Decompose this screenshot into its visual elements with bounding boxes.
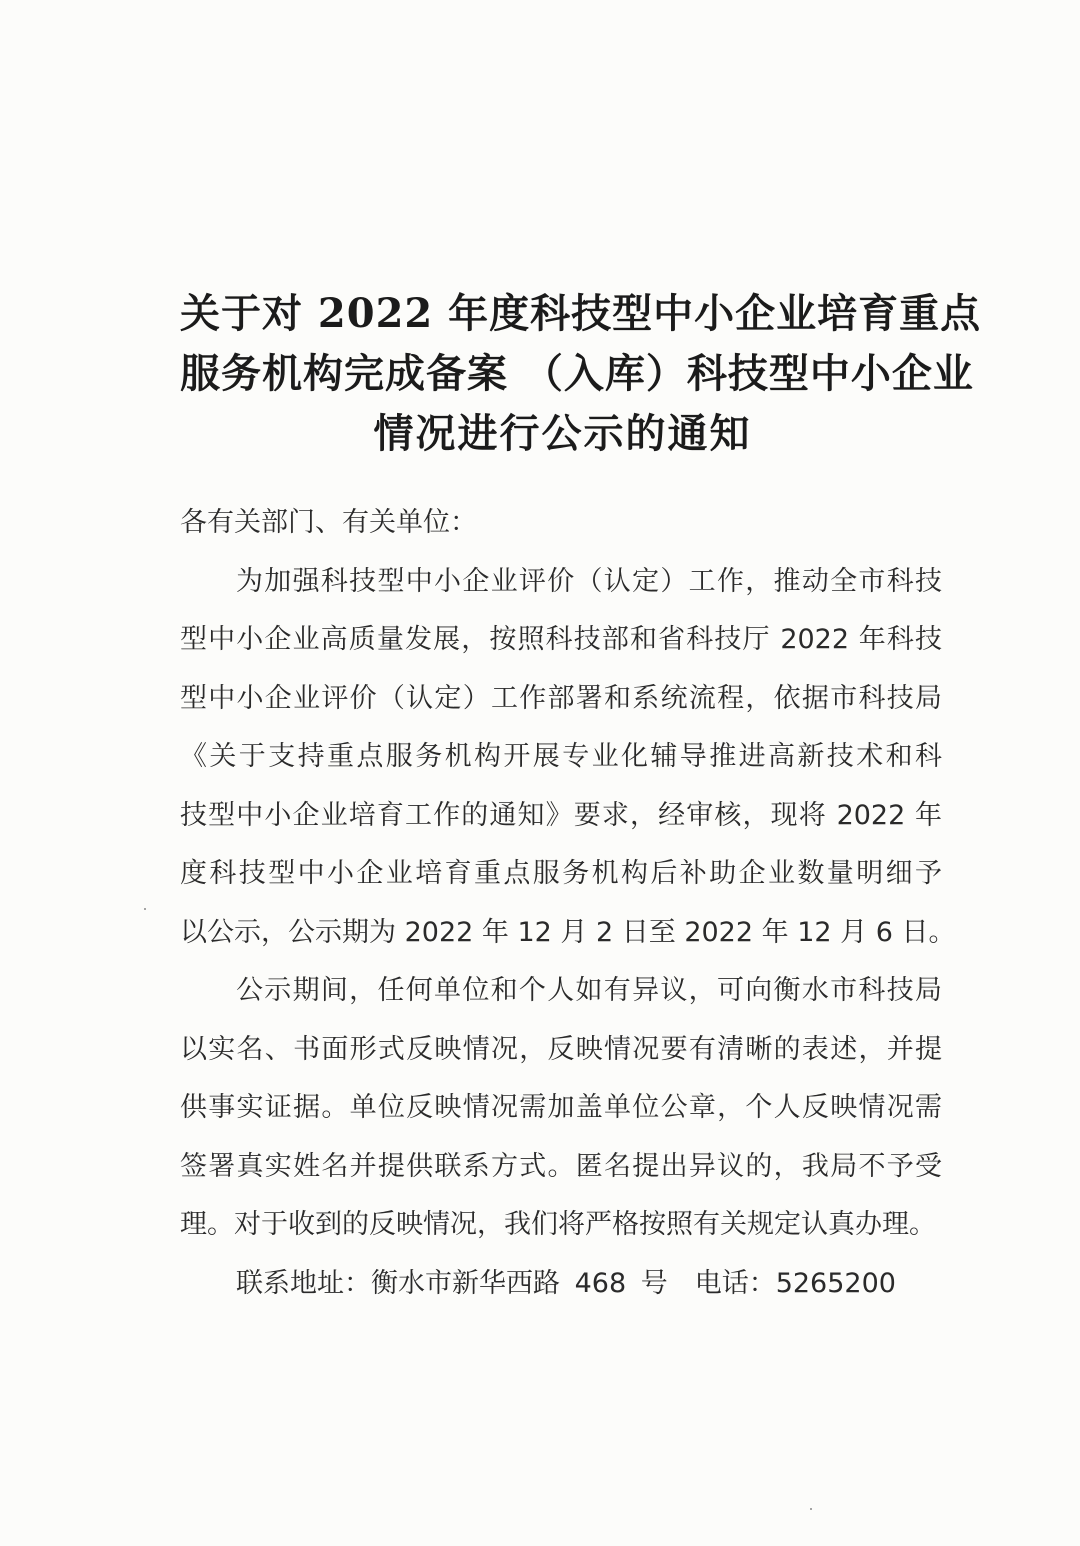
paragraph-2 [180,962,942,1255]
paragraph-1-line: 型中小企业高质量发展，按照科技部和省科技厅 2022 年科技 [180,624,942,655]
scan-speck [810,1508,812,1510]
contact-info: 联系地址：衡水市新华西路 468 号 电话：5265200 [236,1267,896,1299]
scan-speck [144,908,146,910]
paragraph-1-line: 度科技型中小企业培育重点服务机构后补助企业数量明细予 [180,858,942,889]
paragraph-2-line: 以实名、书面形式反映情况，反映情况要有清晰的表述，并提 [180,1033,942,1065]
paragraph-1-line: 技型中小企业培育工作的通知》要求，经审核，现将 2022 年 [180,799,942,831]
title-line-1: 关于对 2022 年度科技型中小企业培育重点 [180,290,982,337]
document-body [180,494,956,1313]
paragraph-1-line: 型中小企业评价（认定）工作部署和系统流程，依据市科技局 [180,682,942,714]
paragraph-2-line: 理。对于收到的反映情况，我们将严格按照有关规定认真办理。 [180,1209,936,1240]
title-line-2: 服务机构完成备案 （入库）科技型中小企业 [180,350,974,397]
paragraph-2-line: 供事实证据。单位反映情况需加盖单位公章，个人反映情况需 [180,1092,942,1123]
paragraph-1 [180,553,956,963]
paragraph-2-line: 公示期间，任何单位和个人如有异议，可向衡水市科技局 [236,975,942,1006]
salutation: 各有关部门、有关单位： [180,507,477,538]
document-title [180,284,982,464]
paragraph-1-line: 以公示，公示期为 2022 年 12 月 2 日至 2022 年 12 月 6 日。 [180,916,956,948]
paragraph-1-line: 为加强科技型中小企业评价（认定）工作，推动全市科技 [236,565,942,597]
paragraph-2-line: 签署真实姓名并提供联系方式。匿名提出异议的，我局不予受 [180,1150,942,1182]
title-line-3: 情况进行公示的通知 [373,410,752,457]
paragraph-1-line: 《关于支持重点服务机构开展专业化辅导推进高新技术和科 [180,741,942,772]
